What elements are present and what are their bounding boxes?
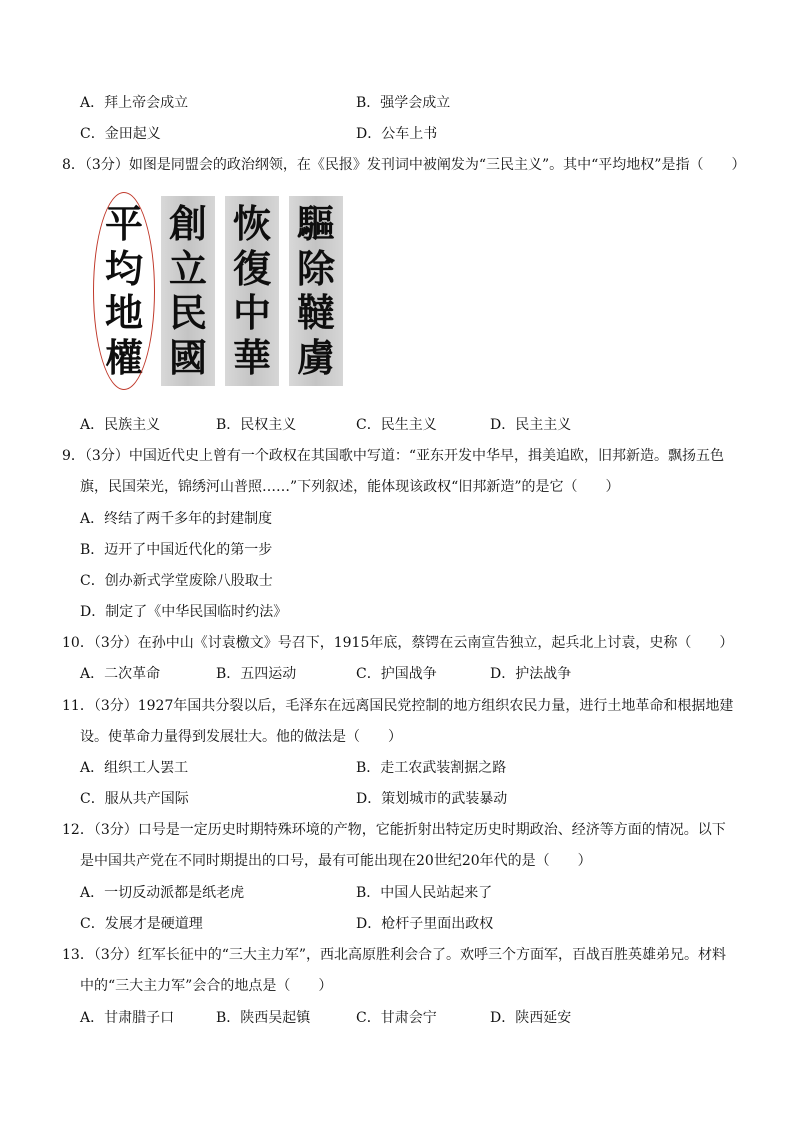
q11-stem-line-1: 11．（3分）1927年国共分裂以后，毛泽东在远离国民党控制的地方组织农民力量，进行土地革命和根据地建 (62, 698, 734, 714)
q8-option-d: D．民主主义 (490, 417, 572, 433)
q9-stem-line-1: 9．（3分）中国近代史上曾有一个政权在其国歌中写道：“亚东开发中华早，揖美追欧，旧邦新造。飘扬五色 (62, 448, 724, 464)
q11-option-b: B．走工农武装割据之路 (356, 760, 507, 776)
q9-stem-line-2: 旗，民国荣光，锦绣河山普照……”下列叙述，能体现该政权“旧邦新造”的是它（ ） (80, 479, 620, 495)
q7-option-b: B．强学会成立 (356, 95, 451, 111)
highlight-circle (93, 192, 155, 390)
q7-option-a: A．拜上帝会成立 (80, 95, 189, 111)
q12-option-d: D．枪杆子里面出政权 (356, 916, 494, 932)
q8-option-a: A．民族主义 (80, 417, 161, 433)
q13-option-b: B．陕西吴起镇 (216, 1010, 311, 1026)
callig-column-3: 恢 復 中 華 (225, 196, 279, 386)
q11-option-d: D．策划城市的武装暴动 (356, 791, 508, 807)
q7-option-d: D．公车上书 (356, 126, 438, 142)
q8-stem: 8．（3分）如图是同盟会的政治纲领，在《民报》发刊词中被阐发为“三民主义”。其中“平均地权”是指（ ） (62, 157, 746, 173)
q13-option-a: A．甘肃腊子口 (80, 1010, 175, 1026)
q8-option-c: C．民生主义 (356, 417, 437, 433)
q9-option-d: D．制定了《中华民国临时约法》 (80, 604, 288, 620)
q12-option-b: B．中国人民站起来了 (356, 885, 493, 901)
q13-option-c: C．甘肃会宁 (356, 1010, 437, 1026)
q13-stem-line-1: 13．（3分）红军长征中的“三大主力军”，西北高原胜利会合了。欢呼三个方面军，百战百胜英雄弟兄。材料 (62, 947, 727, 963)
q9-option-c: C．创办新式学堂废除八股取士 (80, 573, 273, 589)
q12-option-a: A．一切反动派都是纸老虎 (80, 885, 245, 901)
q10-option-a: A．二次革命 (80, 666, 161, 682)
callig-column-1: 平 均 地 權 (104, 201, 143, 380)
q9-option-b: B．迈开了中国近代化的第一步 (80, 542, 273, 558)
q8-option-b: B．民权主义 (216, 417, 297, 433)
q11-option-a: A．组织工人罢工 (80, 760, 189, 776)
q12-stem-line-1: 12．（3分）口号是一定历史时期特殊环境的产物，它能折射出特定历史时期政治、经济等方面的情况。以下 (62, 822, 726, 838)
callig-column-2: 創 立 民 國 (161, 196, 215, 386)
callig-column-4: 驅 除 韃 虜 (289, 196, 343, 386)
q10-option-c: C．护国战争 (356, 666, 437, 682)
q7-option-c: C．金田起义 (80, 126, 161, 142)
q13-option-d: D．陕西延安 (490, 1010, 572, 1026)
calligraphy-image (93, 192, 345, 394)
q12-option-c: C．发展才是硬道理 (80, 916, 203, 932)
q12-stem-line-2: 是中国共产党在不同时期提出的口号，最有可能出现在20世纪20年代的是（ ） (80, 853, 592, 869)
q10-option-b: B．五四运动 (216, 666, 297, 682)
q11-option-c: C．服从共产国际 (80, 791, 189, 807)
q11-stem-line-2: 设。使革命力量得到发展壮大。他的做法是（ ） (80, 729, 402, 745)
q9-option-a: A．终结了两千多年的封建制度 (80, 511, 273, 527)
q10-stem: 10．（3分）在孙中山《讨袁檄文》号召下，1915年底，蔡锷在云南宣告独立，起兵北上讨袁，史称（ ） (62, 635, 734, 651)
q13-stem-line-2: 中的“三大主力军”会合的地点是（ ） (80, 978, 333, 994)
q10-option-d: D．护法战争 (490, 666, 572, 682)
